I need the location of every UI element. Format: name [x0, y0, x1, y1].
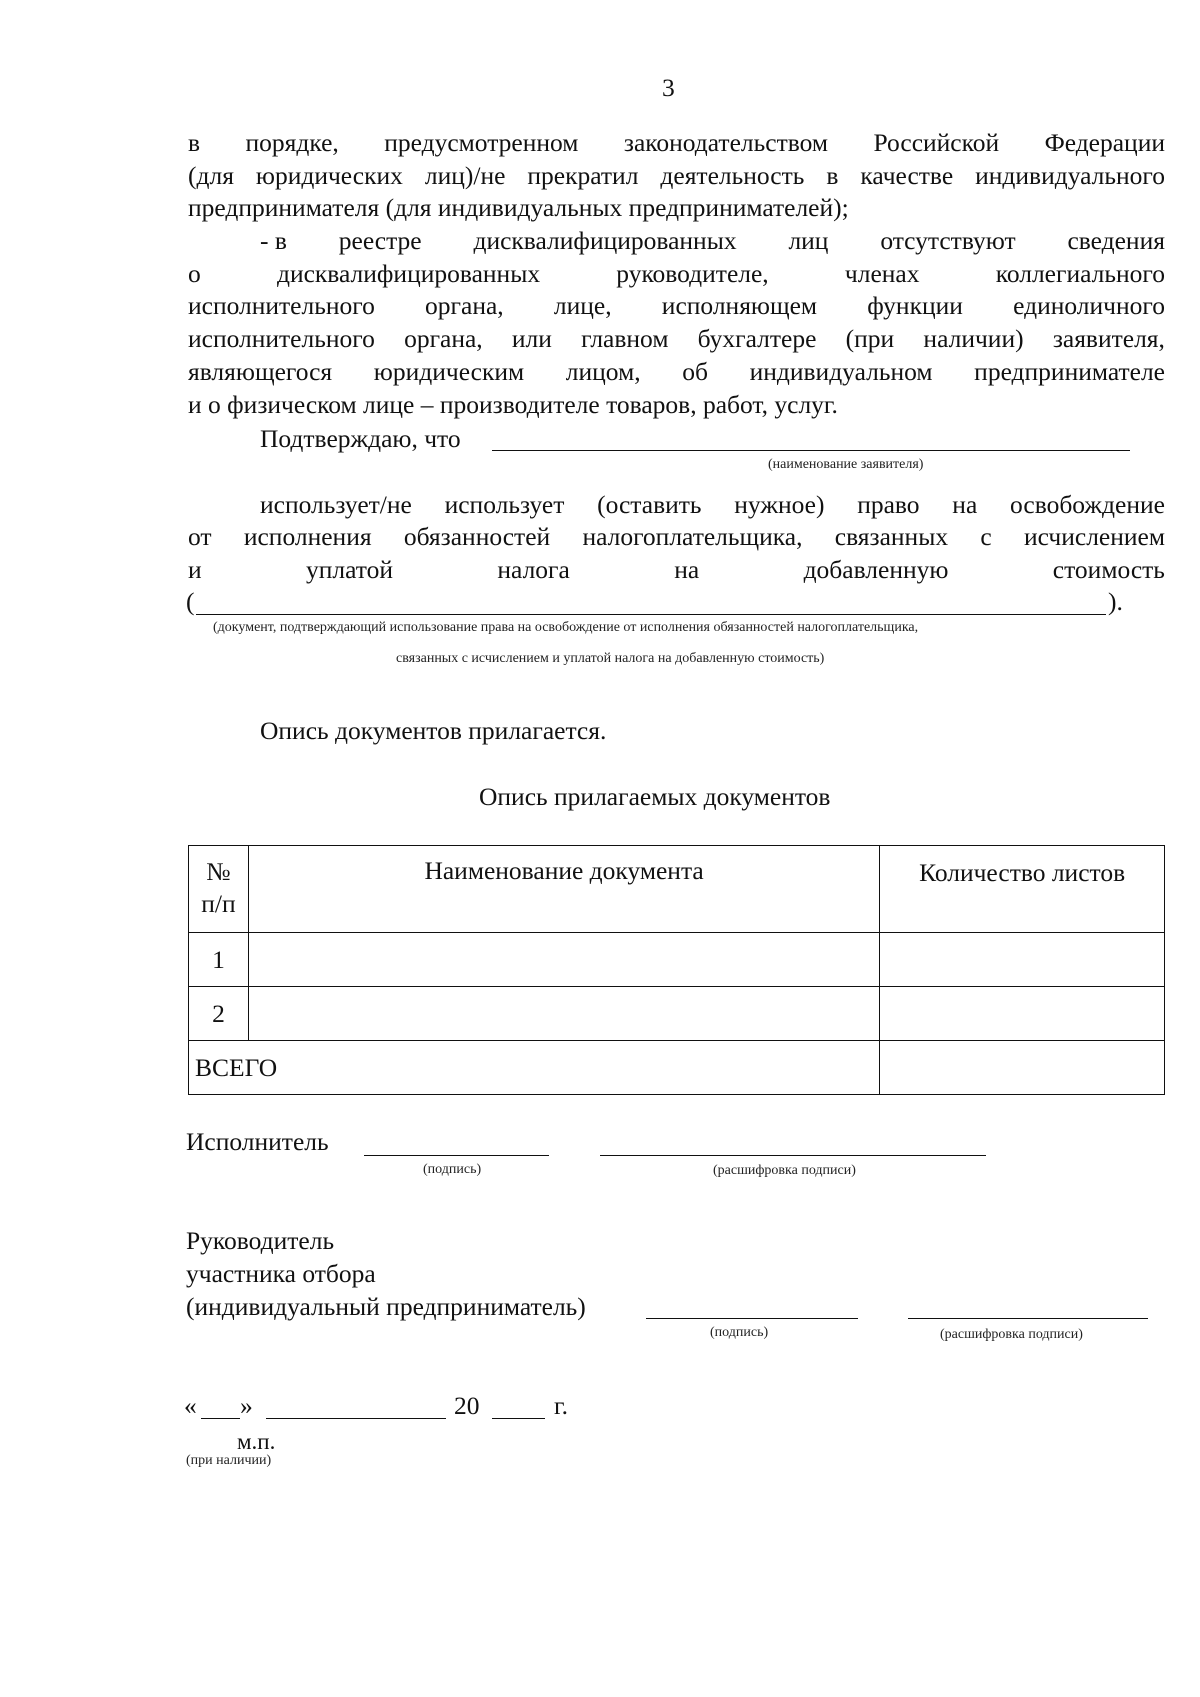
date-year-line[interactable]	[492, 1418, 545, 1419]
word: являющегося	[188, 357, 333, 386]
word: с	[980, 522, 992, 551]
paragraph-3-line-3	[188, 554, 1165, 586]
word: освобождение	[1010, 490, 1165, 519]
word: исполнительного	[188, 324, 375, 353]
header-num-abbr: п/п	[201, 889, 236, 918]
word: лицом,	[565, 357, 641, 386]
word: заявителя,	[1052, 324, 1165, 353]
word: сведения	[1067, 226, 1165, 255]
word: нужное)	[734, 490, 825, 519]
total-label: ВСЕГО	[189, 1041, 880, 1095]
stamp-caption: (при наличии)	[186, 1453, 272, 1468]
paragraph-2-line-6: и о физическом лице – производителе товаров, работ, услуг.	[188, 390, 838, 419]
word: или	[511, 324, 552, 353]
word: дисквалифицированных	[473, 226, 737, 255]
word: юридическим	[373, 357, 525, 386]
word: стоимость	[1052, 555, 1165, 584]
table-row	[189, 987, 1165, 1041]
word: наличии)	[923, 324, 1024, 353]
open-paren: (	[186, 587, 195, 616]
word: налога	[497, 555, 570, 584]
word: (оставить	[597, 490, 702, 519]
word: качестве	[860, 161, 954, 190]
word: от	[188, 522, 212, 551]
word: об	[682, 357, 708, 386]
word: индивидуальном	[749, 357, 933, 386]
word: порядке,	[245, 128, 339, 157]
date-close-quote: »	[240, 1391, 253, 1420]
date-year-suffix: г.	[554, 1391, 568, 1420]
word: лице,	[553, 291, 612, 320]
word: законодательством	[623, 128, 828, 157]
head-label-line-2: участника отбора	[186, 1259, 376, 1288]
paragraph-3-line-1	[260, 489, 1165, 521]
date-day-line[interactable]	[201, 1418, 240, 1419]
page-number: 3	[662, 73, 675, 102]
word: добавленную	[803, 555, 949, 584]
word: исполняющем	[661, 291, 818, 320]
attached-note: Опись документов прилагается.	[260, 716, 607, 745]
word: обязанностей	[403, 522, 551, 551]
word: членах	[844, 259, 920, 288]
word: предусмотренном	[384, 128, 579, 157]
word: органа,	[404, 324, 483, 353]
exemption-caption-1: (документ, подтверждающий использование права на освобождение от исполнения обязанностей налогоплательщика,	[213, 620, 919, 635]
word: органа,	[425, 291, 504, 320]
word: уплатой	[306, 555, 394, 584]
paragraph-1-line-3: предпринимателя (для индивидуальных предпринимателей);	[188, 193, 849, 222]
word: главном	[581, 324, 669, 353]
head-label-line-1: Руководитель	[186, 1226, 335, 1255]
executor-signature-line[interactable]	[364, 1155, 549, 1156]
row-sheet-count-cell[interactable]	[880, 987, 1165, 1041]
word: в	[188, 128, 201, 157]
word: лиц	[788, 226, 829, 255]
paragraph-1-line-2	[188, 160, 1165, 192]
header-document-name: Наименование документа	[248, 846, 879, 933]
word: использует/не	[260, 490, 412, 519]
word: Федерации	[1044, 128, 1165, 157]
word: право	[857, 490, 920, 519]
word: коллегиального	[995, 259, 1165, 288]
word: лиц)/не	[424, 161, 506, 190]
executor-decoding-caption: (расшифровка подписи)	[713, 1163, 856, 1178]
row-document-name-cell[interactable]	[248, 933, 879, 987]
paragraph-2-line-5	[188, 356, 1165, 388]
word: деятельность	[660, 161, 805, 190]
exemption-caption-2: связанных с исчислением и уплатой налога на добавленную стоимость)	[396, 651, 825, 666]
word: использует	[444, 490, 565, 519]
date-year-prefix: 20	[454, 1391, 480, 1420]
word: исполнения	[243, 522, 372, 551]
head-decoding-caption: (расшифровка подписи)	[940, 1327, 1083, 1342]
word: дисквалифицированных	[276, 259, 541, 288]
word: на	[674, 555, 700, 584]
row-number: 2	[189, 987, 249, 1041]
head-decoding-line[interactable]	[908, 1318, 1148, 1319]
row-document-name-cell[interactable]	[248, 987, 879, 1041]
paragraph-2-line-4	[188, 323, 1165, 355]
inventory-title: Опись прилагаемых документов	[479, 782, 831, 811]
header-sheet-count: Количество листов	[880, 846, 1165, 933]
word: бухгалтере	[697, 324, 817, 353]
applicant-name-caption: (наименование заявителя)	[768, 457, 924, 472]
word: (для	[188, 161, 234, 190]
word: связанных	[834, 522, 949, 551]
word: индивидуального	[975, 161, 1165, 190]
row-number: 1	[189, 933, 249, 987]
word: предпринимателе	[974, 357, 1165, 386]
header-num-symbol: №	[206, 857, 231, 886]
executor-decoding-line[interactable]	[600, 1155, 986, 1156]
table-total-row	[189, 1041, 1165, 1095]
head-label-line-3: (индивидуальный предприниматель)	[186, 1292, 586, 1321]
word: Российской	[873, 128, 1000, 157]
paragraph-2-line-2	[188, 258, 1165, 290]
date-open-quote: «	[184, 1391, 197, 1420]
paragraph-2-line-1	[260, 225, 1165, 257]
word: единоличного	[1013, 291, 1165, 320]
head-signature-line[interactable]	[646, 1318, 858, 1319]
word: в	[826, 161, 839, 190]
word: руководителе,	[616, 259, 769, 288]
paragraph-1-line-1	[188, 127, 1165, 159]
confirm-label: Подтверждаю, что	[260, 424, 461, 453]
word: исполнительного	[188, 291, 375, 320]
word: на	[952, 490, 978, 519]
header-num	[189, 846, 249, 933]
word: исчислением	[1023, 522, 1165, 551]
total-sheet-count-cell[interactable]	[880, 1041, 1165, 1095]
row-sheet-count-cell[interactable]	[880, 933, 1165, 987]
word: отсутствуют	[880, 226, 1016, 255]
close-paren: ).	[1108, 587, 1123, 616]
word: реестре	[338, 226, 422, 255]
word: - в	[260, 226, 287, 255]
date-month-line[interactable]	[266, 1418, 446, 1419]
applicant-name-line[interactable]	[492, 450, 1130, 451]
head-signature-caption: (подпись)	[710, 1325, 769, 1340]
exemption-document-line[interactable]	[196, 614, 1106, 615]
table-row	[189, 933, 1165, 987]
word: (при	[845, 324, 895, 353]
word: налогоплательщика,	[582, 522, 803, 551]
paragraph-3-line-2	[188, 521, 1165, 553]
word: и	[188, 555, 202, 584]
paragraph-2-line-3	[188, 290, 1165, 322]
executor-signature-caption: (подпись)	[423, 1162, 482, 1177]
word: о	[188, 259, 201, 288]
word: прекратил	[527, 161, 639, 190]
table-header-row	[189, 846, 1165, 933]
stamp-label: м.п.	[237, 1429, 276, 1454]
word: юридических	[255, 161, 403, 190]
inventory-table	[188, 845, 1165, 1095]
executor-label: Исполнитель	[186, 1127, 329, 1156]
word: функции	[867, 291, 963, 320]
